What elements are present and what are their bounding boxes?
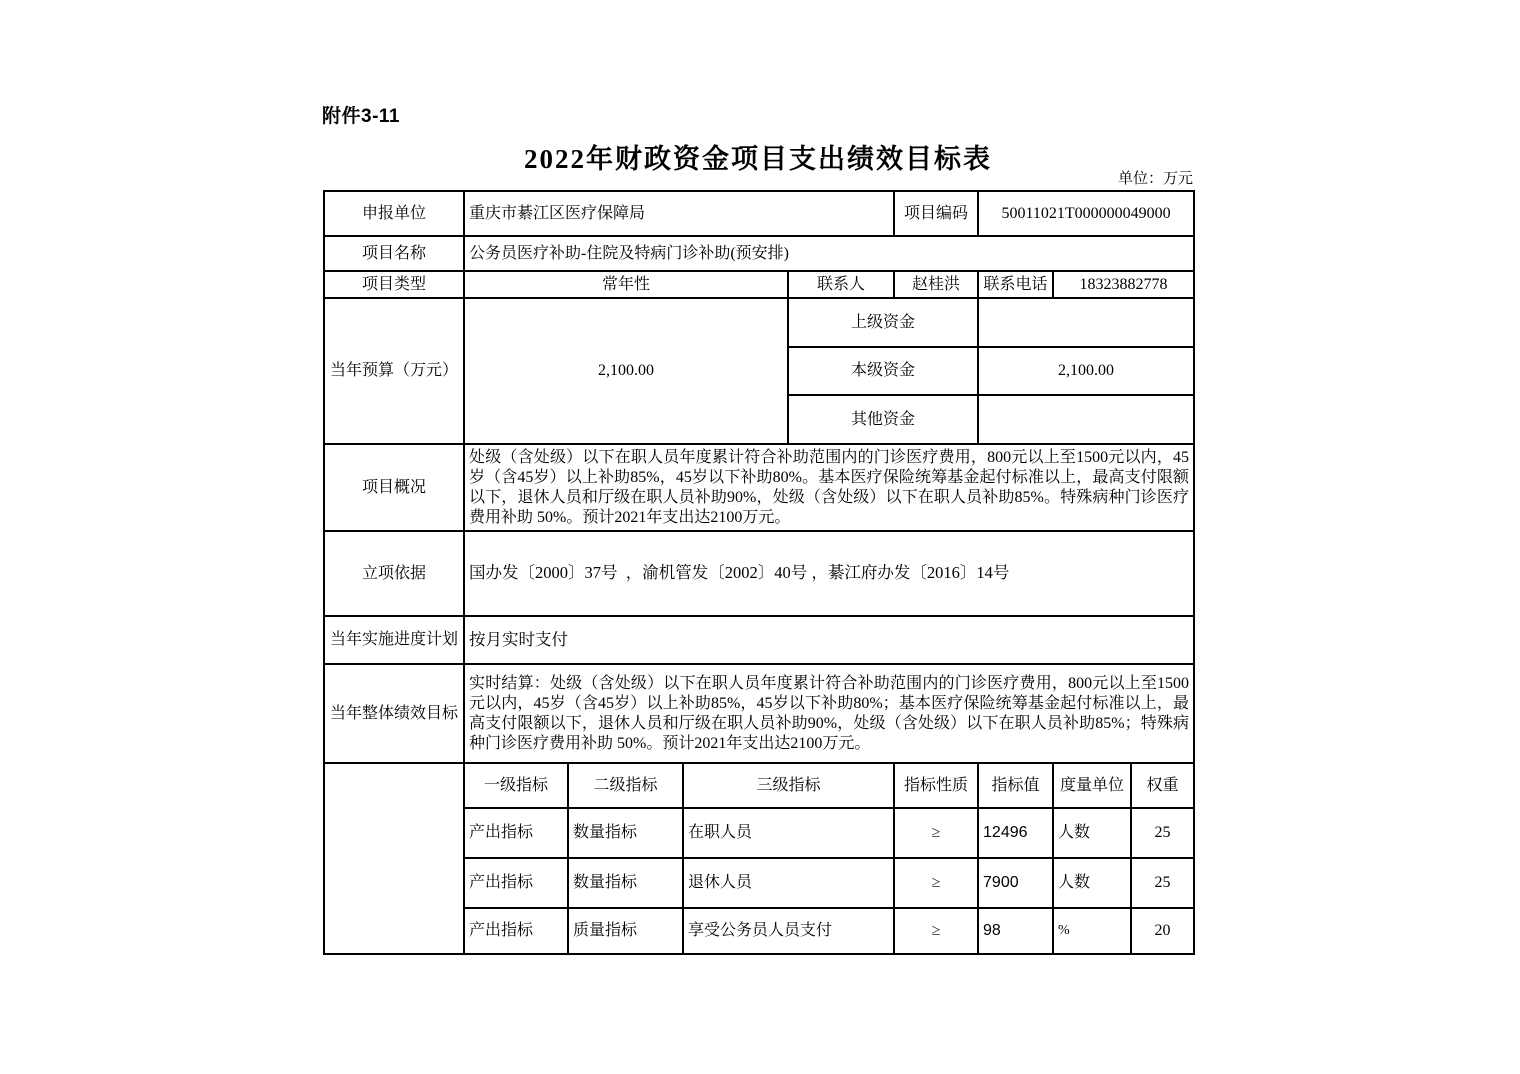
budget-total: 2,100.00 xyxy=(464,298,788,444)
indicator-level3: 享受公务员人员支付 xyxy=(683,908,894,954)
performance-target-table xyxy=(323,190,1195,955)
indicator-header-nature: 指标性质 xyxy=(894,763,978,808)
indicator-nature: ≥ xyxy=(894,858,978,908)
indicator-header-level3: 三级指标 xyxy=(683,763,894,808)
budget-row-value-other xyxy=(978,395,1194,444)
indicator-level1: 产出指标 xyxy=(464,908,568,954)
target-label: 当年整体绩效目标 xyxy=(324,664,464,763)
indicator-value: 12496 xyxy=(978,808,1053,858)
table-row xyxy=(324,271,1194,298)
indicator-weight: 25 xyxy=(1131,858,1194,908)
budget-row-label-same-level: 本级资金 xyxy=(788,347,978,395)
table-row xyxy=(324,444,1194,531)
table-row xyxy=(324,616,1194,664)
budget-row-value-same-level: 2,100.00 xyxy=(978,347,1194,395)
project-type-value: 常年性 xyxy=(464,271,788,298)
table-row xyxy=(324,298,1194,347)
project-code-label: 项目编码 xyxy=(894,191,978,236)
indicator-nature: ≥ xyxy=(894,908,978,954)
indicator-level3: 在职人员 xyxy=(683,808,894,858)
budget-row-label-superior: 上级资金 xyxy=(788,298,978,347)
indicator-level2: 数量指标 xyxy=(568,858,683,908)
indicator-unit: % xyxy=(1053,908,1131,954)
basis-label: 立项依据 xyxy=(324,531,464,616)
schedule-text: 按月实时支付 xyxy=(464,616,1194,664)
indicator-header-row xyxy=(324,763,1194,808)
project-type-label: 项目类型 xyxy=(324,271,464,298)
phone-label: 联系电话 xyxy=(978,271,1053,298)
target-text: 实时结算：处级（含处级）以下在职人员年度累计符合补助范围内的门诊医疗费用，800元以上至1500元以内，45岁（含45岁）以上补助85%，45岁以下补助80%；基本医疗保险统筹基金起付标准以上，最高支付限额以下，退休人员和厅级在职人员补助90%，处级（含处级）以下在职人员补助85%；特殊病种门诊医疗费用补助 50%。预计2021年支出达2100万元。 xyxy=(464,664,1194,763)
indicator-header-level1: 一级指标 xyxy=(464,763,568,808)
indicator-level3: 退休人员 xyxy=(683,858,894,908)
table-row xyxy=(324,664,1194,763)
budget-row-label-other: 其他资金 xyxy=(788,395,978,444)
indicator-header-weight: 权重 xyxy=(1131,763,1194,808)
indicator-level2: 数量指标 xyxy=(568,808,683,858)
overview-text: 处级（含处级）以下在职人员年度累计符合补助范围内的门诊医疗费用，800元以上至1500元以内，45岁（含45岁）以上补助85%，45岁以下补助80%。基本医疗保险统筹基金起付标准以上，最高支付限额以下，退休人员和厅级在职人员补助90%，处级（含处级）以下在职人员补助85%。特殊病种门诊医疗费用补助 50%。预计2021年支出达2100万元。 xyxy=(464,444,1194,531)
budget-label: 当年预算（万元） xyxy=(324,298,464,444)
declare-unit-value: 重庆市綦江区医疗保障局 xyxy=(464,191,894,236)
project-name-label: 项目名称 xyxy=(324,236,464,271)
page-title: 2022年财政资金项目支出绩效目标表 xyxy=(524,144,992,174)
indicator-header-unit: 度量单位 xyxy=(1053,763,1131,808)
indicator-level1: 产出指标 xyxy=(464,858,568,908)
table-row xyxy=(324,236,1194,271)
indicator-unit: 人数 xyxy=(1053,808,1131,858)
indicator-level2: 质量指标 xyxy=(568,908,683,954)
project-code-value: 50011021T000000049000 xyxy=(978,191,1194,236)
indicator-value: 7900 xyxy=(978,858,1053,908)
indicator-header-value: 指标值 xyxy=(978,763,1053,808)
basis-text: 国办发〔2000〕37号 ，渝机管发〔2002〕40号 ，綦江府办发〔2016〕14号 xyxy=(464,531,1194,616)
indicator-weight: 20 xyxy=(1131,908,1194,954)
table-row xyxy=(324,531,1194,616)
schedule-label: 当年实施进度计划 xyxy=(324,616,464,664)
indicator-side-empty-cell xyxy=(324,763,464,954)
overview-label: 项目概况 xyxy=(324,444,464,531)
indicator-weight: 25 xyxy=(1131,808,1194,858)
project-name-value: 公务员医疗补助-住院及特病门诊补助(预安排) xyxy=(464,236,1194,271)
declare-unit-label: 申报单位 xyxy=(324,191,464,236)
contact-label: 联系人 xyxy=(788,271,894,298)
unit-note: 单位：万元 xyxy=(1117,171,1193,187)
phone-value: 18323882778 xyxy=(1053,271,1194,298)
table-row xyxy=(324,191,1194,236)
indicator-unit: 人数 xyxy=(1053,858,1131,908)
contact-value: 赵桂洪 xyxy=(894,271,978,298)
budget-row-value-superior xyxy=(978,298,1194,347)
attachment-label: 附件3-11 xyxy=(322,106,400,127)
indicator-value: 98 xyxy=(978,908,1053,954)
indicator-nature: ≥ xyxy=(894,808,978,858)
indicator-header-level2: 二级指标 xyxy=(568,763,683,808)
indicator-level1: 产出指标 xyxy=(464,808,568,858)
